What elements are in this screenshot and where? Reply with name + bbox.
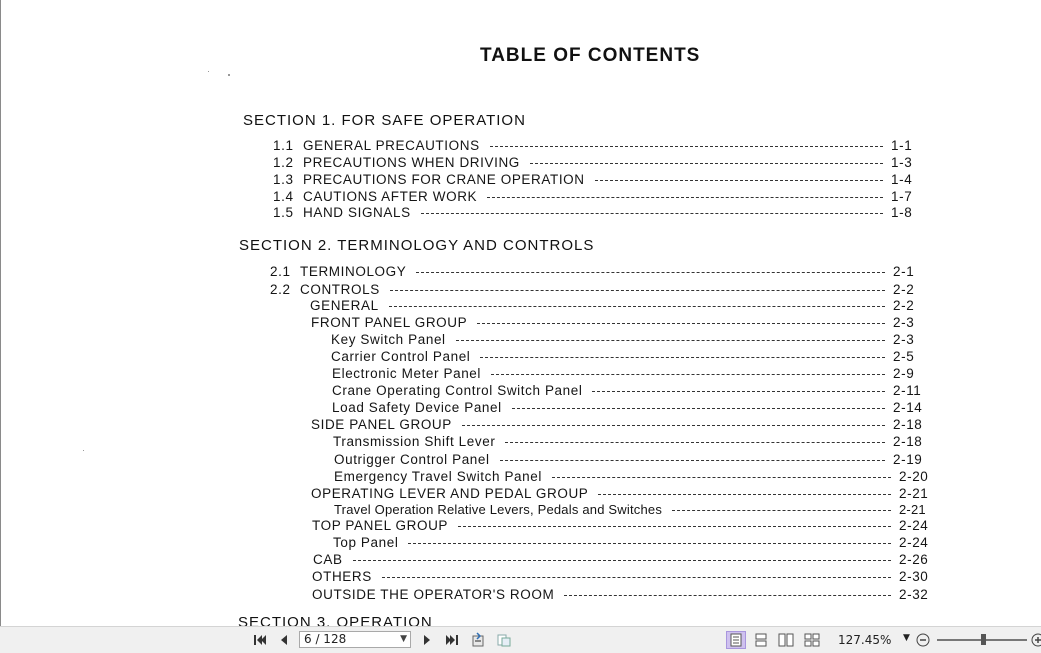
scan-speck xyxy=(83,450,84,451)
leader-dots xyxy=(595,180,883,181)
section-2-heading: SECTION 2. TERMINOLOGY AND CONTROLS xyxy=(239,237,595,254)
toc-entry[interactable]: 1.2 PRECAUTIONS WHEN DRIVING 1-3 xyxy=(273,155,913,170)
facing-pages-view-icon[interactable] xyxy=(776,631,796,649)
toc-entry[interactable]: 1.3 PRECAUTIONS FOR CRANE OPERATION 1-4 xyxy=(273,172,913,187)
page-number-field[interactable] xyxy=(299,631,411,648)
leader-dots xyxy=(389,306,885,307)
scan-speck xyxy=(208,71,209,72)
zoom-out-icon[interactable] xyxy=(914,631,932,649)
previous-page-icon[interactable] xyxy=(275,631,293,649)
leader-dots xyxy=(480,357,885,358)
zoom-slider-thumb[interactable] xyxy=(981,634,986,645)
leader-dots xyxy=(564,595,891,596)
toc-entry[interactable]: 1.1 GENERAL PRECAUTIONS 1-1 xyxy=(273,138,913,153)
toc-entry[interactable]: 1.5 HAND SIGNALS 1-8 xyxy=(273,205,913,220)
leader-dots xyxy=(353,560,891,561)
page-edge xyxy=(0,0,1,626)
toc-entry[interactable]: Top Panel 2-24 xyxy=(333,535,929,550)
toc-entry[interactable]: FRONT PANEL GROUP 2-3 xyxy=(311,315,915,330)
leader-dots xyxy=(592,391,885,392)
page-indicator: 6 / 128 xyxy=(304,632,347,646)
toc-entry[interactable]: GENERAL 2-2 xyxy=(310,298,915,313)
toc-entry[interactable]: CAB 2-26 xyxy=(313,552,929,567)
continuous-view-icon[interactable] xyxy=(751,631,771,649)
leader-dots xyxy=(530,163,883,164)
leader-dots xyxy=(456,340,885,341)
toc-entry[interactable]: OUTSIDE THE OPERATOR'S ROOM 2-32 xyxy=(312,587,929,602)
leader-dots xyxy=(477,323,885,324)
toc-entry[interactable]: Carrier Control Panel 2-5 xyxy=(331,349,915,364)
last-page-icon[interactable] xyxy=(443,631,461,649)
toc-entry[interactable]: Electronic Meter Panel 2-9 xyxy=(332,366,915,381)
leader-dots xyxy=(500,460,885,461)
toc-entry[interactable]: Crane Operating Control Switch Panel 2-11 xyxy=(332,383,922,398)
leader-dots xyxy=(512,408,885,409)
toc-entry[interactable]: TOP PANEL GROUP 2-24 xyxy=(312,518,929,533)
facing-continuous-view-icon[interactable] xyxy=(802,631,822,649)
toc-entry[interactable]: 2.2 CONTROLS 2-2 xyxy=(270,282,915,297)
leader-dots xyxy=(390,290,885,291)
toc-entry[interactable]: Transmission Shift Lever 2-18 xyxy=(333,434,923,449)
toc-entry[interactable]: Travel Operation Relative Levers, Pedals and Switches 2-21 xyxy=(334,502,926,517)
toc-entry[interactable]: OTHERS 2-30 xyxy=(312,569,929,584)
leader-dots xyxy=(408,543,891,544)
toc-entry[interactable]: Key Switch Panel 2-3 xyxy=(331,332,915,347)
save-page-icon[interactable] xyxy=(470,631,488,649)
leader-dots xyxy=(552,477,891,478)
toc-entry[interactable]: Load Safety Device Panel 2-14 xyxy=(332,400,923,415)
zoom-in-icon[interactable] xyxy=(1029,631,1041,649)
toc-entry[interactable]: 1.4 CAUTIONS AFTER WORK 1-7 xyxy=(273,189,913,204)
chevron-down-icon[interactable]: ▼ xyxy=(400,634,407,644)
leader-dots xyxy=(490,146,883,147)
scan-speck xyxy=(228,74,230,76)
next-page-icon[interactable] xyxy=(418,631,436,649)
single-page-view-icon[interactable] xyxy=(726,631,746,649)
leader-dots xyxy=(458,526,891,527)
leader-dots xyxy=(672,510,891,511)
leader-dots xyxy=(416,272,885,273)
leader-dots xyxy=(487,197,883,198)
leader-dots xyxy=(598,494,891,495)
leader-dots xyxy=(462,425,885,426)
export-icon[interactable] xyxy=(495,631,513,649)
toc-entry[interactable]: SIDE PANEL GROUP 2-18 xyxy=(311,417,923,432)
leader-dots xyxy=(505,442,885,443)
section-1-heading: SECTION 1. FOR SAFE OPERATION xyxy=(243,112,526,129)
first-page-icon[interactable] xyxy=(251,631,269,649)
viewer-toolbar xyxy=(0,626,1041,653)
toc-entry[interactable]: Emergency Travel Switch Panel 2-20 xyxy=(334,469,929,484)
leader-dots xyxy=(421,213,883,214)
zoom-level[interactable]: 127.45% xyxy=(838,633,892,647)
section-3-heading: SECTION 3. OPERATION xyxy=(238,614,433,626)
chevron-down-icon[interactable]: ▼ xyxy=(903,633,910,643)
leader-dots xyxy=(491,374,885,375)
toc-entry[interactable]: 2.1 TERMINOLOGY 2-1 xyxy=(270,264,915,279)
leader-dots xyxy=(382,577,891,578)
toc-title: TABLE OF CONTENTS xyxy=(480,45,701,66)
toc-entry[interactable]: OPERATING LEVER AND PEDAL GROUP 2-21 xyxy=(311,486,929,501)
toc-entry[interactable]: Outrigger Control Panel 2-19 xyxy=(334,452,923,467)
